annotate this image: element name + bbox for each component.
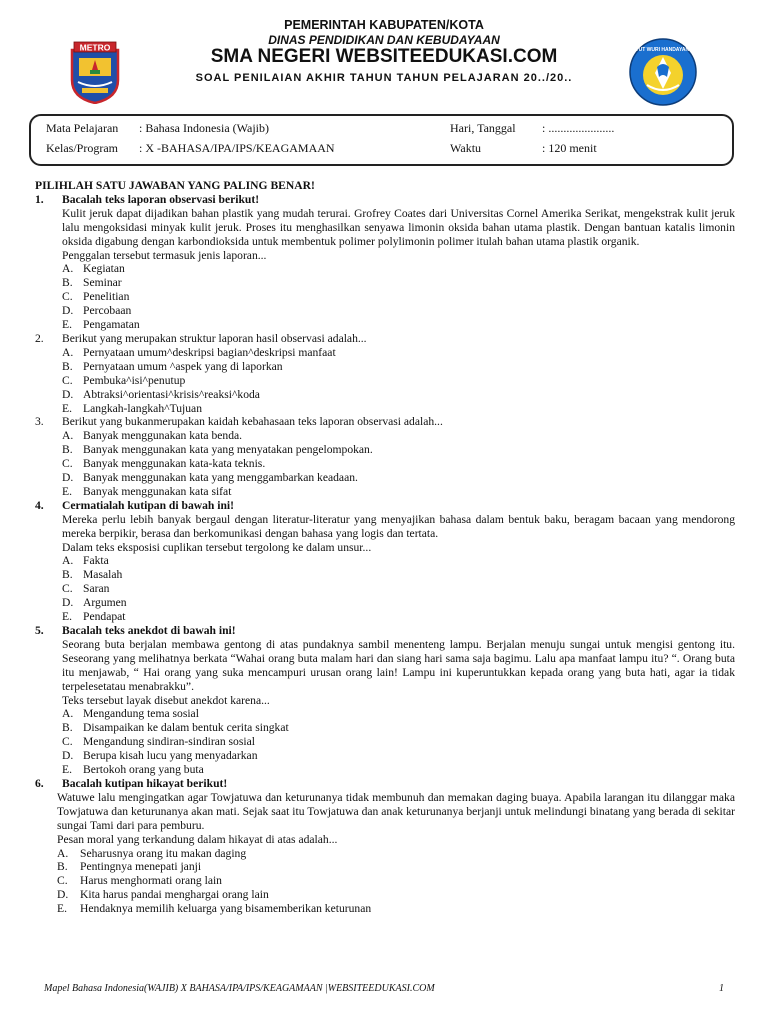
- answer-option[interactable]: A. Kegiatan: [62, 262, 125, 276]
- question-number: 5.: [35, 624, 44, 637]
- exam-info-box: [29, 114, 734, 166]
- question-prompt: Dalam teks eksposisi cuplikan tersebut tergolong ke dalam unsur...: [62, 540, 372, 554]
- question-prompt: 2. Berikut yang merupakan struktur laporan hasil observasi adalah...: [35, 331, 367, 345]
- header-exam-title: SOAL PENILAIAN AKHIR TAHUN TAHUN PELAJARAN 20../20..: [195, 72, 573, 84]
- answer-option[interactable]: B. Pentingnya menepati janji: [57, 860, 202, 874]
- question-title: 1. Bacalah teks laporan observasi berikut!: [35, 192, 260, 206]
- answer-option[interactable]: C. Saran: [62, 582, 110, 596]
- answer-option[interactable]: A. Banyak menggunakan kata benda.: [62, 429, 243, 443]
- class-value: : X -BAHASA/IPA/IPS/KEAGAMAAN: [139, 141, 335, 155]
- tut-wuri-handayani-logo: [627, 37, 699, 107]
- answer-option[interactable]: D. Percobaan: [62, 304, 132, 318]
- answer-option[interactable]: C. Harus menghormati orang lain: [57, 874, 222, 888]
- question-6: [35, 777, 735, 916]
- question-1: [35, 193, 735, 332]
- header-government: PEMERINTAH KABUPATEN/KOTA: [284, 18, 484, 32]
- question-2: [35, 332, 735, 415]
- subject-value: : Bahasa Indonesia (Wajib): [139, 121, 269, 135]
- question-passage: Mereka perlu lebih banyak bergaul dengan literatur-literatur yang menyajikan bahasa dalam bentuk baku, beragam bacaan yang mendorong mereka berpikir, berasa dan berkomunikasi dengan bahasa yang logis dan tertata.: [62, 512, 735, 540]
- instruction-heading: PILIHLAH SATU JAWABAN YANG PALING BENAR!: [35, 179, 315, 192]
- question-prompt: Pesan moral yang terkandung dalam hikayat di atas adalah...: [57, 832, 338, 846]
- answer-option[interactable]: B. Masalah: [62, 568, 123, 582]
- answer-option[interactable]: E. Banyak menggunakan kata sifat: [62, 484, 232, 498]
- question-5: [35, 624, 735, 777]
- question-passage: Kulit jeruk dapat dijadikan bahan plastik yang mudah terurai. Grofrey Coates dari Universitas Cornel Amerika Serikat, mengekstrak kulit jeruk lalu mengoksidasi minyak kulit jeruk. Proses itu menghasilkan senyawa limonin oksida bahan utama plastik. Dengan bantuan katalis limonin oksida digabung dengan karbondioksida untuk membentuk polimer polylimonin polimer itulah bahan utama plastik organik.: [62, 206, 735, 248]
- page-number: 1: [719, 983, 724, 994]
- question-title: 6. Bacalah kutipan hikayat berikut!: [35, 776, 228, 790]
- day-value: : ......................: [542, 121, 615, 135]
- question-title: 4. Cermatialah kutipan di bawah ini!: [35, 498, 235, 512]
- answer-option[interactable]: A. Fakta: [62, 554, 109, 568]
- answer-option[interactable]: B. Disampaikan ke dalam bentuk cerita singkat: [62, 721, 289, 735]
- answer-option[interactable]: C. Banyak menggunakan kata-kata teknis.: [62, 457, 266, 471]
- svg-text:TUT WURI HANDAYANI: TUT WURI HANDAYANI: [635, 47, 691, 53]
- answer-option[interactable]: B. Banyak menggunakan kata yang menyatakan pengelompokan.: [62, 443, 373, 457]
- answer-option[interactable]: A. Seharusnya orang itu makan daging: [57, 846, 247, 860]
- question-4: [35, 499, 735, 624]
- time-value: : 120 menit: [542, 141, 597, 155]
- answer-option[interactable]: C. Mengandung sindiran-sindiran sosial: [62, 735, 255, 749]
- question-number: 6.: [35, 776, 44, 790]
- answer-option[interactable]: D. Banyak menggunakan kata yang menggambarkan keadaan.: [62, 471, 358, 485]
- question-number: 2.: [35, 331, 44, 345]
- header-department: DINAS PENDIDIKAN DAN KEBUDAYAAN: [268, 33, 500, 47]
- class-label: Kelas/Program: [46, 141, 118, 155]
- question-prompt: Penggalan tersebut termasuk jenis laporan...: [62, 248, 267, 262]
- answer-option[interactable]: E. Hendaknya memilih keluarga yang bisamemberikan keturunan: [57, 902, 372, 916]
- page-footer: [44, 983, 724, 994]
- answer-option[interactable]: B. Seminar: [62, 276, 122, 290]
- question-title: 5. Bacalah teks anekdot di bawah ini!: [35, 624, 236, 637]
- answer-option[interactable]: E. Langkah-langkah^Tujuan: [62, 401, 202, 415]
- question-list: [35, 179, 735, 916]
- answer-option[interactable]: E. Bertokoh orang yang buta: [62, 763, 204, 777]
- answer-option[interactable]: E. Pengamatan: [62, 318, 140, 332]
- time-label: Waktu: [450, 141, 482, 155]
- question-prompt: 3. Berikut yang bukanmerupakan kaidah kebahasaan teks laporan observasi adalah...: [35, 415, 443, 429]
- subject-label: Mata Pelajaran: [46, 121, 119, 135]
- question-number: 4.: [35, 498, 44, 512]
- document-header: [0, 0, 768, 112]
- answer-option[interactable]: D. Argumen: [62, 596, 127, 610]
- answer-option[interactable]: D. Berupa kisah lucu yang menyadarkan: [62, 749, 258, 763]
- answer-option[interactable]: A. Pernyataan umum^deskripsi bagian^deskripsi manfaat: [62, 345, 336, 359]
- question-3: [35, 415, 735, 498]
- svg-text:METRO: METRO: [79, 42, 111, 53]
- question-prompt: Teks tersebut layak disebut anekdot karena...: [62, 693, 270, 707]
- day-label: Hari, Tanggal: [450, 121, 516, 135]
- question-passage: Seorang buta berjalan membawa gentong di atas pundaknya sambil menenteng lampu. Berjalan menuju sungai untuk mengisi gentong itu. Seseorang yang melihatnya berkata “Wahai orang buta malam hari dan siang hari sama saja bagimu. Lalu apa manfaat lampu itu? “. Orang buta itu menjawab, “ Hai orang yang suka mencampuri urusan orang lain! Lampu ini kuperuntukkan kepada orang yang buta hati, agar ia tidak terpelesetatau menabrakku”.: [62, 637, 735, 693]
- answer-option[interactable]: C. Penelitian: [62, 290, 130, 304]
- header-school-name: SMA NEGERI WEBSITEEDUKASI.COM: [210, 46, 558, 67]
- question-number: 1.: [35, 192, 44, 206]
- footer-text: Mapel Bahasa Indonesia(WAJIB) X BAHASA/IPA/IPS/KEAGAMAAN |WEBSITEEDUKASI.COM: [44, 983, 435, 994]
- question-number: 3.: [35, 415, 44, 429]
- answer-option[interactable]: D. Abtraksi^orientasi^krisis^reaksi^koda: [62, 387, 260, 401]
- question-passage: Watuwe lalu mengingatkan agar Towjatuwa dan keturunanya tidak membunuh dan memakan daging buaya. Apabila larangan itu dilanggar maka Towjatuwa dan keturunanya akan mati. Sejak saat itu Towjatuwa dan anak keturunanya berjanji untuk melindungi binatang yang berada di sekitar sungai Tami dari para pemburu.: [57, 790, 735, 832]
- answer-option[interactable]: A. Mengandung tema sosial: [62, 707, 199, 721]
- answer-option[interactable]: E. Pendapat: [62, 610, 126, 624]
- answer-option[interactable]: B. Pernyataan umum ^aspek yang di laporkan: [62, 359, 283, 373]
- answer-option[interactable]: C. Pembuka^isi^penutup: [62, 373, 186, 387]
- answer-option[interactable]: D. Kita harus pandai menghargai orang lain: [57, 888, 269, 902]
